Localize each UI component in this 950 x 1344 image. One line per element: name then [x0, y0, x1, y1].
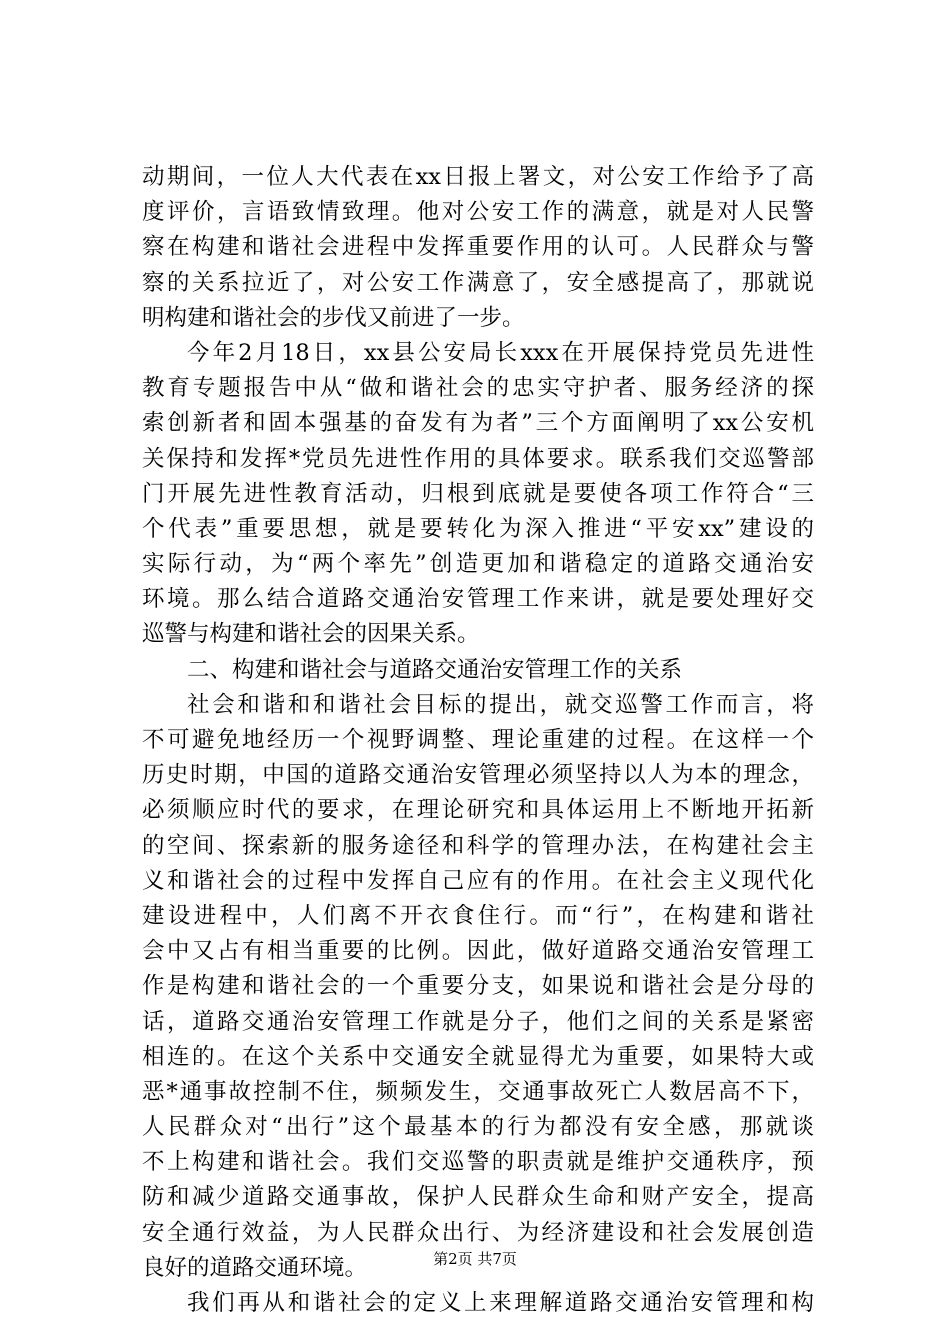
- text-line: 教育专题报告中从“做和谐社会的忠实守护者、服务经济的探: [142, 375, 814, 402]
- text-line: 话，道路交通治安管理工作就是分子，他们之间的关系是紧密: [142, 1008, 814, 1035]
- text-line: 我们再从和谐社会的定义上来理解道路交通治安管理和构: [187, 1290, 814, 1316]
- text-line: 关保持和发挥*党员先进性作用的具体要求。联系我们交巡警部: [142, 445, 814, 472]
- page-footer: 第2页 共7页: [433, 1250, 517, 1268]
- text-line: 度评价，言语致情致理。他对公安工作的满意，就是对人民警: [142, 199, 814, 226]
- text-line: 巡警与构建和谐社会的因果关系。: [142, 621, 480, 648]
- text-line: 门开展先进性教育活动，归根到底就是要使各项工作符合“三: [142, 480, 814, 507]
- text-line: 恶*通事故控制不住，频频发生，交通事故死亡人数居高不下，: [142, 1078, 814, 1105]
- text-line: 人民群众对“出行”这个最基本的行为都没有安全感，那就谈: [142, 1114, 814, 1141]
- text-line: 索创新者和固本强基的奋发有为者”三个方面阐明了xx公安机: [142, 410, 814, 437]
- text-line: 察的关系拉近了，对公安工作满意了，安全感提高了，那就说: [142, 269, 814, 296]
- text-line: 环境。那么结合道路交通治安管理工作来讲，就是要处理好交: [142, 586, 814, 613]
- text-line: 防和减少道路交通事故，保护人民群众生命和财产安全，提高: [142, 1184, 814, 1211]
- text-line: 义和谐社会的过程中发挥自己应有的作用。在社会主义现代化: [142, 867, 814, 894]
- text-line: 历史时期，中国的道路交通治安管理必须坚持以人为本的理念，: [142, 762, 814, 789]
- text-line: 作是构建和谐社会的一个重要分支，如果说和谐社会是分母的: [142, 973, 814, 1000]
- text-line: 良好的道路交通环境。: [142, 1254, 368, 1281]
- text-line: 的空间、探索新的服务途径和科学的管理办法，在构建社会主: [142, 832, 814, 859]
- text-line: 必须顺应时代的要求，在理论研究和具体运用上不断地开拓新: [142, 797, 814, 824]
- text-line: 安全通行效益，为人民群众出行、为经济建设和社会发展创造: [142, 1219, 814, 1246]
- text-line: 不可避免地经历一个视野调整、理论重建的过程。在这样一个: [142, 727, 814, 753]
- text-line: 明构建和谐社会的步伐又前进了一步。: [142, 304, 525, 331]
- document-body: [142, 160, 814, 1321]
- text-line: 相连的。在这个关系中交通安全就显得尤为重要，如果特大或: [142, 1043, 814, 1070]
- text-line: 察在构建和谐社会进程中发挥重要作用的认可。人民群众与警: [142, 234, 814, 261]
- text-line: 会中又占有相当重要的比例。因此，做好道路交通治安管理工: [142, 938, 814, 965]
- text-line: 不上构建和谐社会。我们交巡警的职责就是维护交通秩序，预: [142, 1149, 814, 1176]
- text-line: 动期间，一位人大代表在xx日报上署文，对公安工作给予了高: [142, 164, 814, 190]
- text-line: 社会和谐和和谐社会目标的提出，就交巡警工作而言，将: [187, 691, 814, 718]
- text-line: 今年2月18日，xx县公安局长xxx在开展保持党员先进性: [187, 339, 814, 366]
- text-line: 实际行动，为“两个率先”创造更加和谐稳定的道路交通治安: [142, 551, 814, 578]
- text-line: 建设进程中，人们离不开衣食住行。而“行”，在构建和谐社: [142, 902, 814, 929]
- text-line: 二、构建和谐社会与道路交通治安管理工作的关系: [187, 656, 683, 683]
- text-line: 个代表”重要思想，就是要转化为深入推进“平安xx”建设的: [142, 515, 814, 542]
